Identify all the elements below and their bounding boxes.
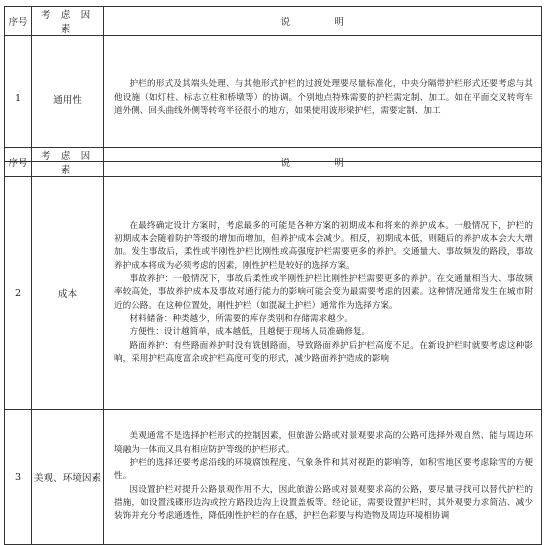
header-num: 序号 — [5, 148, 32, 177]
row-factor: 通用性 — [32, 36, 104, 162]
row-factor: 成本 — [32, 177, 104, 410]
row-num: 1 — [5, 36, 32, 162]
row-description — [104, 410, 542, 545]
description-paragraph: 护栏的选择还要考虑沿线的环境腐蚀程度、气象条件和其对视距的影响等，如积雪地区要考虑除雪的方便性。 — [114, 457, 533, 482]
header-desc: 说 明 — [104, 7, 542, 36]
header-num: 序号 — [5, 7, 32, 36]
header-factor: 考 虑 因 素 — [32, 148, 104, 177]
table-row — [5, 410, 542, 545]
description-paragraph: 美观通常不是选择护栏形式的控制因素，但旅游公路或对景观要求高的公路可选择外观自然、能与周边环境融为一体而又具有相应防护等级的护栏形式。 — [114, 431, 533, 455]
table-row — [5, 36, 542, 162]
row-num: 2 — [5, 177, 32, 410]
table-row — [5, 177, 542, 410]
row-num: 3 — [5, 410, 32, 545]
row-description — [104, 177, 542, 410]
description-paragraph: 路面养护：有些路面养护时没有铣刨路面，导致路面养护后护栏高度不足。在新设护栏时就要考虑这种影响，采用护栏高度富余或护栏高度可变的形式，减少路面养护造成的影响 — [114, 340, 533, 365]
header-factor: 考 虑 因 素 — [32, 7, 104, 36]
row-description — [104, 36, 542, 162]
description-paragraph: 方便性：设计越简单，成本越低，且越便于现场人员准确修复。 — [129, 327, 371, 338]
header-desc: 说 明 — [104, 148, 542, 177]
description-paragraph: 因设置护栏对提升公路景观作用不大，因此旅游公路或对景观要求高的公路，要尽量寻找可以替代护栏的措施，如设置浅碟形边沟或控方路段边沟上设置盖板等。经论证，需要设置护栏时，其外观要力求简洁、减少装饰并充分考虑通透性，降低刚性护栏的存在感，护栏色彩要与构造物及周边环境相协调 — [114, 484, 533, 522]
table-header-row — [5, 148, 542, 177]
row-factor: 美观、环境因素 — [32, 410, 104, 545]
table-header-row — [5, 7, 542, 36]
description-paragraph: 材料储备：种类越少，所需要的库存类别和存储需求越少。 — [129, 314, 353, 325]
description-paragraph: 在最终确定设计方案时，考虑最多的可能是各种方案的初期成本和将来的养护成本。一般情况下，护栏的初期成本会随着防护等级的增加而增加，但养护成本会减少。相反，初期成本低，则随后的养护成本会大大增加。发生事故后，柔性或半刚性护栏比刚性或高强度护栏需要更多的养护。交通量大、事故频发的路段，事故养护成本将成为必须考虑的因素，刚性护栏是较好的选择方案。 — [114, 220, 533, 271]
description-paragraph: 事故养护：一般情况下，事故后柔性或半刚性护栏比刚性护栏需要更多的养护。在交通量相当大、事故频率较高处，事故养护成本及事故对通行能力的影响可能会变为最需要考虑的因素。这种情况通常发生在城市附近的公路。在这种位置处，刚性护栏（如混凝土护栏）通常作为选择方案。 — [114, 273, 533, 311]
table-general — [4, 6, 542, 162]
table-cost-aesthetics — [4, 147, 542, 545]
description-paragraph: 护栏的形式及其端头处理、与其他形式护栏的过渡处理要尽量标准化，中央分隔带护栏形式还要考虑与其他设施（如灯柱、标志立柱和桥墩等）的协调。个别地点特殊需要的护栏需定制、加工。如在平面交叉转弯车道外侧、回头曲线外侧等转弯半径很小的地方，如果使用波形梁护栏，需要定制、加工 — [114, 79, 533, 117]
